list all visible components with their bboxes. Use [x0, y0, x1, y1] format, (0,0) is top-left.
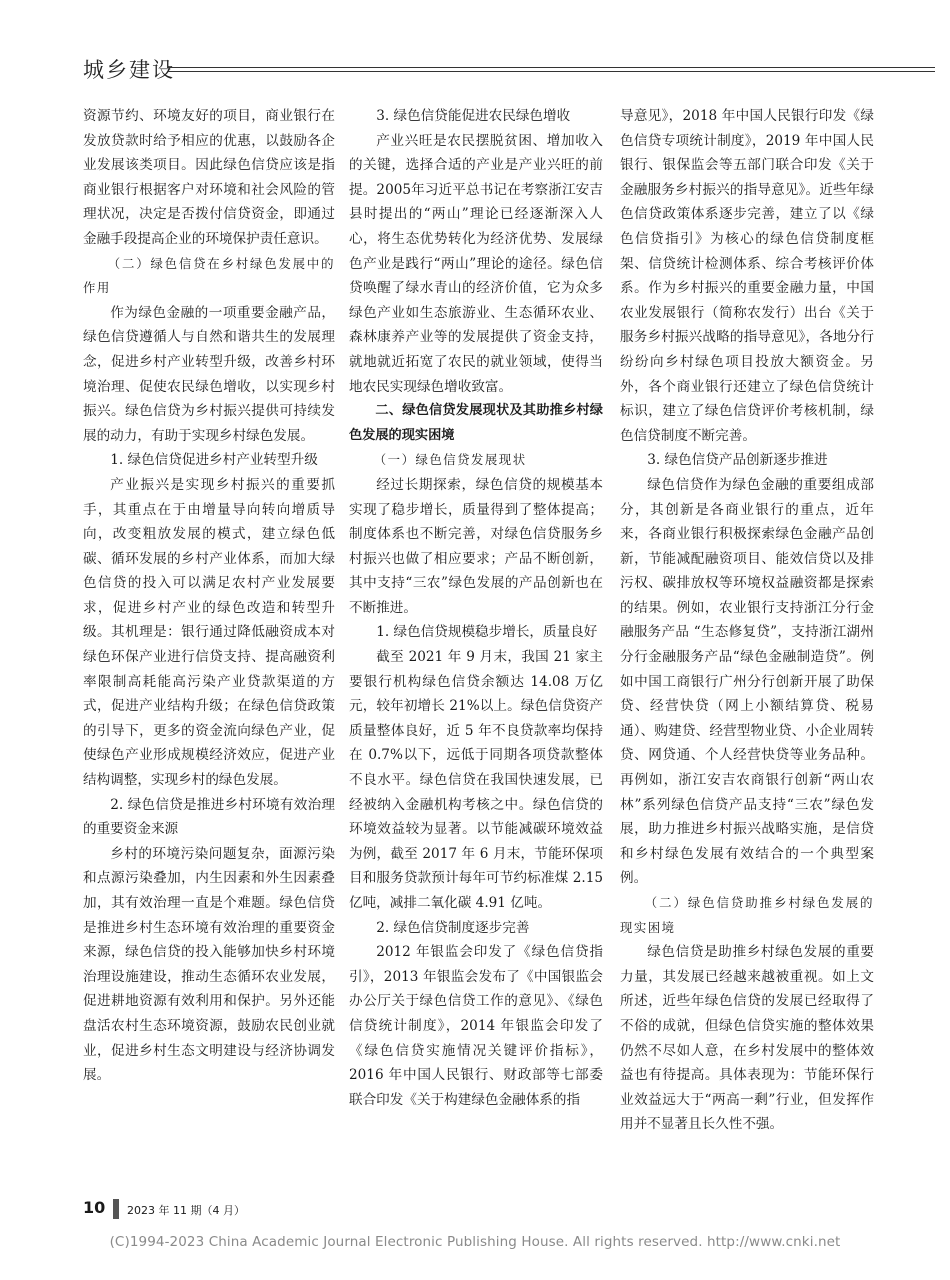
footer-divider-bar: [113, 1199, 119, 1219]
text-column-2: [349, 104, 603, 1182]
subsection-heading: （一）绿色信贷发展现状: [373, 452, 527, 468]
paragraph: 产业兴旺是农民摆脱贫困、增加收入的关键，选择合适的产业是产业兴旺的前提。2005年习近平总书记在考察浙江安吉县时提出的“两山”理论已经逐渐深入人心，将生态优势转化为经济优势、发展绿色产业是践行“两山”理论的途径。绿色信贷唤醒了绿水青山的经济价值，它为众多绿色产业如生态旅游业、生态循环农业、森林康养产业等的发展提供了资金支持，就地就近拓宽了农民的就业领域，使得当地农民实现绿色增收致富。: [349, 132, 603, 395]
paragraph: 2. 绿色信贷是推进乡村环境有效治理的重要资金来源: [83, 796, 335, 838]
copyright-line: (C)1994-2023 China Academic Journal Electronic Publishing House. All rights reserved. http://www.cnki.net: [109, 1234, 841, 1250]
paragraph: 经过长期探索，绿色信贷的规模基本实现了稳步增长，质量得到了整体提高；制度体系也不断完善，对绿色信贷服务乡村振兴也做了相应要求；产品不断创新，其中支持“三农”绿色发展的产品创新也在不断推进。: [349, 476, 603, 616]
paragraph: 绿色信贷作为绿色金融的重要组成部分，其创新是各商业银行的重点，近年来，各商业银行积极探索绿色金融产品创新，节能减配融资项目、能效信贷以及排污权、碳排放权等环境权益融资都是探索的结果。例如，农业银行支持浙江分行金融服务产品 “生态修复贷”，支持浙江湖州分行金融服务产品“绿色金融制造贷”。例如中国工商银行广州分行创新开展了助保贷、经营快贷（网上小额结算贷、税易通）、购建贷、经营型物业贷、小企业周转贷、网贷通、个人经营快贷等业务品种。再例如，浙江安吉农商银行创新“两山农林”系列绿色信贷产品支持“三农”绿色发展，助力推进乡村振兴战略实施，是信贷和乡村绿色发展有效结合的一个典型案例。: [620, 476, 874, 887]
page-number: 10: [83, 1198, 106, 1217]
paragraph: 1. 绿色信贷规模稳步增长，质量良好: [376, 624, 598, 641]
text-column-3: [620, 104, 874, 1182]
paragraph: 绿色信贷是助推乡村绿色发展的重要力量，其发展已经越来越被重视。如上文所述，近些年绿色信贷的发展已经取得了不俗的成就，但绿色信贷实施的整体效果仍然不尽如人意，在乡村发展中的整体效益也有待提高。具体表现为：节能环保行业效益远大于“两高一剩”行业，但发挥作用并不显著且长久性不强。: [620, 944, 874, 1133]
paragraph: 产业振兴是实现乡村振兴的重要抓手，其重点在于由增量导向转向增质导向，改变粗放发展的模式，建立绿色低碳、循环发展的乡村产业体系，而加大绿色信贷的投入可以满足农村产业发展要求，促进乡村产业的绿色改造和转型升级。其机理是：银行通过降低融资成本对绿色环保产业进行信贷支持、提高融资利率限制高耗能高污染产业贷款渠道的方式，促进产业结构升级；在绿色信贷政策的引导下，更多的资金流向绿色产业，促使绿色产业形成规模经济效应，促进产业结构调整，实现乡村的绿色发展。: [83, 476, 335, 789]
paragraph: 截至 2021 年 9 月末，我国 21 家主要银行机构绿色信贷余额达 14.08 万亿元，较年初增长 21%以上。绿色信贷资产质量整体良好，近 5 年不良贷款率均保持在 0.7%以下，远低于同期各项贷款整体不良水平。绿色信贷在我国快速发展，已经被纳入金融机构考核之中。绿色信贷的环境效益较为显著。以节能减碳环境效益为例，截至 2017 年 6 月末，节能环保项目和服务贷款预计每年可节约标准煤 2.15 亿吨，减排二氧化碳 4.91 亿吨。: [349, 649, 603, 911]
paragraph: 2. 绿色信贷制度逐步完善: [376, 919, 530, 936]
subsection-heading: （二）绿色信贷助推乡村绿色发展的现实困境: [620, 895, 874, 935]
paragraph: 资源节约、环境友好的项目，商业银行在发放贷款时给予相应的优惠，以鼓励各企业发展该类项目。因此绿色信贷应该是指商业银行根据客户对环境和社会风险的管理状况，决定是否拨付信贷资金，即通过金融手段提高企业的环境保护责任意识。: [83, 108, 335, 247]
section-title: 城乡建设: [83, 58, 175, 82]
issue-info: 2023 年 11 期（4 月）: [127, 1204, 245, 1217]
text-column-1: [83, 104, 335, 1182]
paragraph: 作为绿色金融的一项重要金融产品，绿色信贷遵循人与自然和谐共生的发展理念，促进乡村产业转型升级，改善乡村环境治理、促使农民绿色增收，以实现乡村振兴。绿色信贷为乡村振兴提供可持续发展的动力，有助于实现乡村绿色发展。: [83, 304, 335, 444]
section-heading: 二、绿色信贷发展现状及其助推乡村绿色发展的现实困境: [349, 403, 603, 443]
header-rule: [167, 67, 935, 68]
header-rule-thin: [167, 71, 935, 72]
subsection-heading: （二）绿色信贷在乡村绿色发展中的作用: [83, 255, 335, 296]
paragraph: 导意见》，2018 年中国人民银行印发《绿色信贷专项统计制度》，2019 年中国人民银行、银保监会等五部门联合印发《关于金融服务乡村振兴的指导意见》。近些年绿色信贷政策体系逐步完善，建立了以《绿色信贷指引》为核心的绿色信贷制度框架、信贷统计检测体系、综合考核评价体系。作为乡村振兴的重要金融力量，中国农业发展银行（简称农发行）出台《关于服务乡村振兴战略的指导意见》，各地分行纷纷向乡村绿色项目投放大额资金。另外，各个商业银行还建立了绿色信贷统计标识，建立了绿色信贷评价考核机制，绿色信贷制度不断完善。: [620, 108, 874, 444]
paragraph: 乡村的环境污染问题复杂，面源污染和点源污染叠加，内生因素和外生因素叠加，其有效治理一直是个难题。绿色信贷是推进乡村生态环境有效治理的重要资金来源，绿色信贷的投入能够加快乡村环境治理设施建设，推动生态循环农业发展，促进耕地资源有效利用和保护。另外还能盘活农村生态环境资源，鼓励农民创业就业，促进乡村生态文明建设与经济协调发展。: [83, 845, 335, 1084]
paragraph: 3. 绿色信贷产品创新逐步推进: [647, 452, 828, 469]
paragraph: 1. 绿色信贷促进乡村产业转型升级: [110, 452, 318, 469]
running-header: [83, 48, 935, 88]
paragraph: 2012 年银监会印发了《绿色信贷指引》，2013 年银监会发布了《中国银监会办公厅关于绿色信贷工作的意见》、《绿色信贷统计制度》，2014 年银监会印发了《绿色信贷实施情况关键评价指标》，2016 年中国人民银行、财政部等七部委联合印发《关于构建绿色金融体系的指: [349, 944, 603, 1108]
paragraph: 3. 绿色信贷能促进农民绿色增收: [376, 108, 571, 124]
